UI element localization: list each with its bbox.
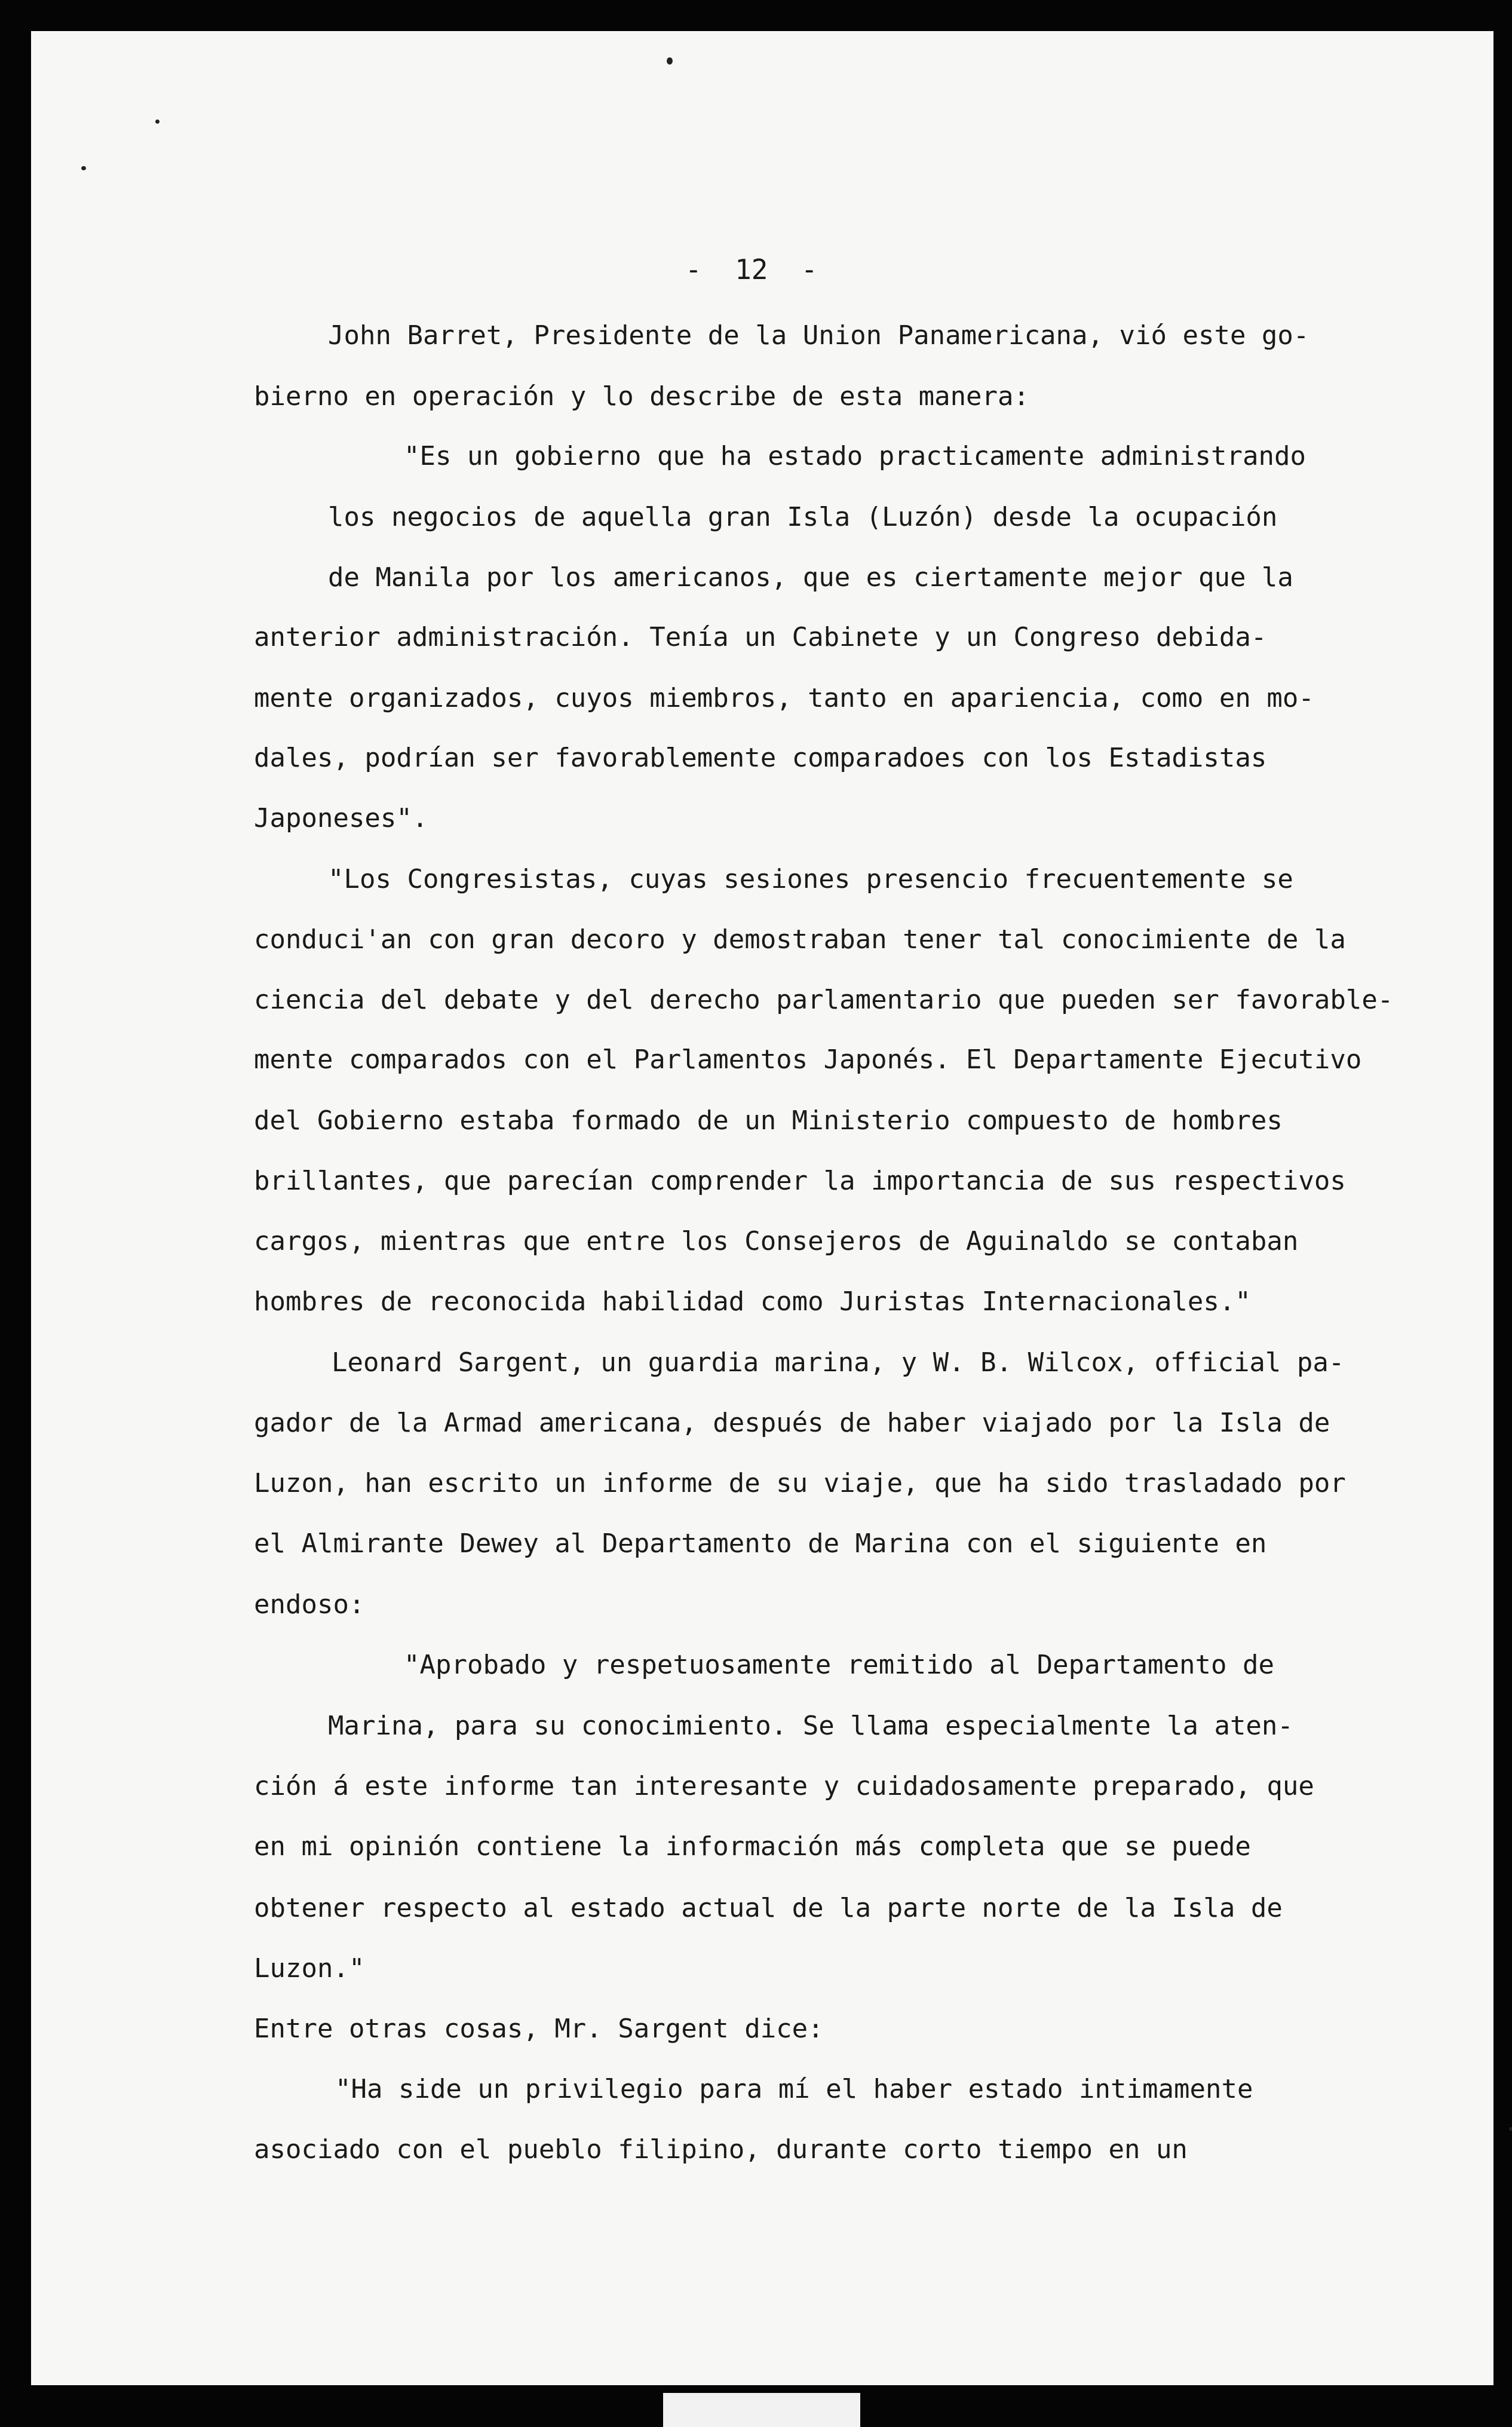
film-label-strip [663, 2393, 860, 2427]
text-line: el Almirante Dewey al Departamento de Marina con el siguiente en [254, 1528, 1267, 1559]
ink-speck [155, 119, 160, 124]
text-line: mente comparados con el Parlamentos Japonés. El Departamente Ejecutivo [254, 1044, 1362, 1075]
text-line: los negocios de aquella gran Isla (Luzón) desde la ocupación [328, 502, 1278, 532]
text-line: "Ha side un privilegio para mí el haber estado intimamente [335, 2074, 1253, 2104]
page-number: - 12 - [685, 253, 818, 286]
text-line: dales, podrían ser favorablemente comparadoes con los Estadistas [254, 743, 1267, 773]
text-line: asociado con el pueblo filipino, durante corto tiempo en un [254, 2134, 1188, 2165]
text-line: Japoneses". [254, 803, 428, 833]
text-line: Luzon, han escrito un informe de su viaje, que ha sido trasladado por [254, 1468, 1346, 1499]
text-line: Luzon." [254, 1953, 365, 1984]
text-line: cargos, mientras que entre los Consejeros de Aguinaldo se contaban [254, 1226, 1299, 1257]
text-line: ción á este informe tan interesante y cuidadosamente preparado, que [254, 1771, 1314, 1801]
text-line: de Manila por los americanos, que es ciertamente mejor que la [328, 562, 1293, 593]
text-line: "Es un gobierno que ha estado practicamente administrando [404, 441, 1306, 471]
text-line: Marina, para su conocimiento. Se llama especialmente la aten- [328, 1711, 1293, 1741]
text-line: "Los Congresistas, cuyas sesiones presencio frecuentemente se [328, 864, 1293, 894]
text-line: Entre otras cosas, Mr. Sargent dice: [254, 2014, 824, 2044]
text-line: bierno en operación y lo describe de esta manera: [254, 381, 1030, 412]
ink-speck [1509, 2127, 1512, 2131]
text-line: anterior administración. Tenía un Cabinete y un Congreso debida- [254, 622, 1267, 652]
text-line: John Barret, Presidente de la Union Panamericana, vió este go- [328, 320, 1309, 351]
ink-speck [667, 57, 673, 65]
text-line: gador de la Armad americana, después de haber viajado por la Isla de [254, 1408, 1330, 1438]
document-page [31, 31, 1493, 2385]
text-line: endoso: [254, 1589, 365, 1620]
text-line: hombres de reconocida habilidad como Juristas Internacionales." [254, 1286, 1251, 1317]
text-line: obtener respecto al estado actual de la parte norte de la Isla de [254, 1893, 1283, 1923]
text-line: del Gobierno estaba formado de un Ministerio compuesto de hombres [254, 1105, 1283, 1136]
text-line: ciencia del debate y del derecho parlamentario que pueden ser favorable- [254, 985, 1394, 1015]
text-line: mente organizados, cuyos miembros, tanto en apariencia, como en mo- [254, 683, 1314, 713]
text-line: conduci'an con gran decoro y demostraban tener tal conocimiente de la [254, 924, 1346, 955]
ink-speck [81, 166, 86, 170]
text-line: Leonard Sargent, un guardia marina, y W. B. Wilcox, official pa- [332, 1347, 1345, 1378]
text-line: brillantes, que parecían comprender la importancia de sus respectivos [254, 1166, 1346, 1196]
text-line: "Aprobado y respetuosamente remitido al Departamento de [404, 1650, 1274, 1680]
text-line: en mi opinión contiene la información más completa que se puede [254, 1831, 1251, 1862]
